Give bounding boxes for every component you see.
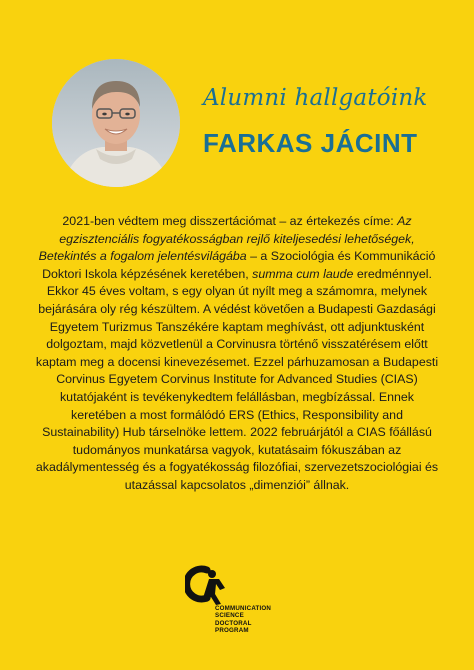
person-name: FARKAS JÁCINT xyxy=(203,128,418,158)
program-name xyxy=(215,605,271,635)
program-logo xyxy=(185,564,295,644)
program-line: PROGRAM xyxy=(215,627,249,635)
program-line: SCIENCE xyxy=(215,612,244,620)
program-line: COMMUNICATION xyxy=(215,605,272,612)
profile-photo xyxy=(52,59,180,187)
cs-logo-icon xyxy=(185,564,231,606)
alumni-subtitle: Alumni hallgatóink xyxy=(203,85,428,111)
biography-text xyxy=(34,213,440,495)
bio-segment: eredménnyel. Ekkor 45 éves voltam, s egy olyan út nyílt meg a számomra, melynek bejárására oly rég készültem. A védést követően a Budapesti Gazdasági Egyetem Turizmus Tanszékére kaptam meghívást, ott adjunktusként dolgoztam, majd közvetlenül a Corvinusra történő visszatérésem előtt kaptam meg a docensi kinevezésemet. Ezzel párhuzamosan a Budapesti Corvinus Egyetem Corvinus Institute for Advanced Studies (CIAS) kutatójaként is tevékenykedtem felállásban, megbízással. Ennek keretében a most formálódó ERS (Ethics, Responsibility and Sustainability) Hub társelnöke lettem. 2022 februárjától a CIAS főállású tudományos munkatársa vagyok, kutatásaim fókuszában az akadálymentesség és a fogyatékosság filozófiai, szervezetszociológiai és utazással kapcsolatos „dimenziói” állnak. xyxy=(35,266,439,492)
bio-segment: 2021-ben védtem meg disszertációmat – az értekezés címe: xyxy=(62,214,398,228)
program-line: DOCTORAL xyxy=(215,619,252,627)
bio-segment-italic: Az egzisztenciális fogyatékosságban rejlő kiteljesedési lehetőségek, Betekintés a fogalom jelentésvilágába xyxy=(38,214,415,264)
bio-segment: – a Szociológia és Kommunikáció Doktori Iskola képzésének keretében, xyxy=(42,249,436,281)
bio-segment-italic: summa cum laude xyxy=(252,266,354,281)
